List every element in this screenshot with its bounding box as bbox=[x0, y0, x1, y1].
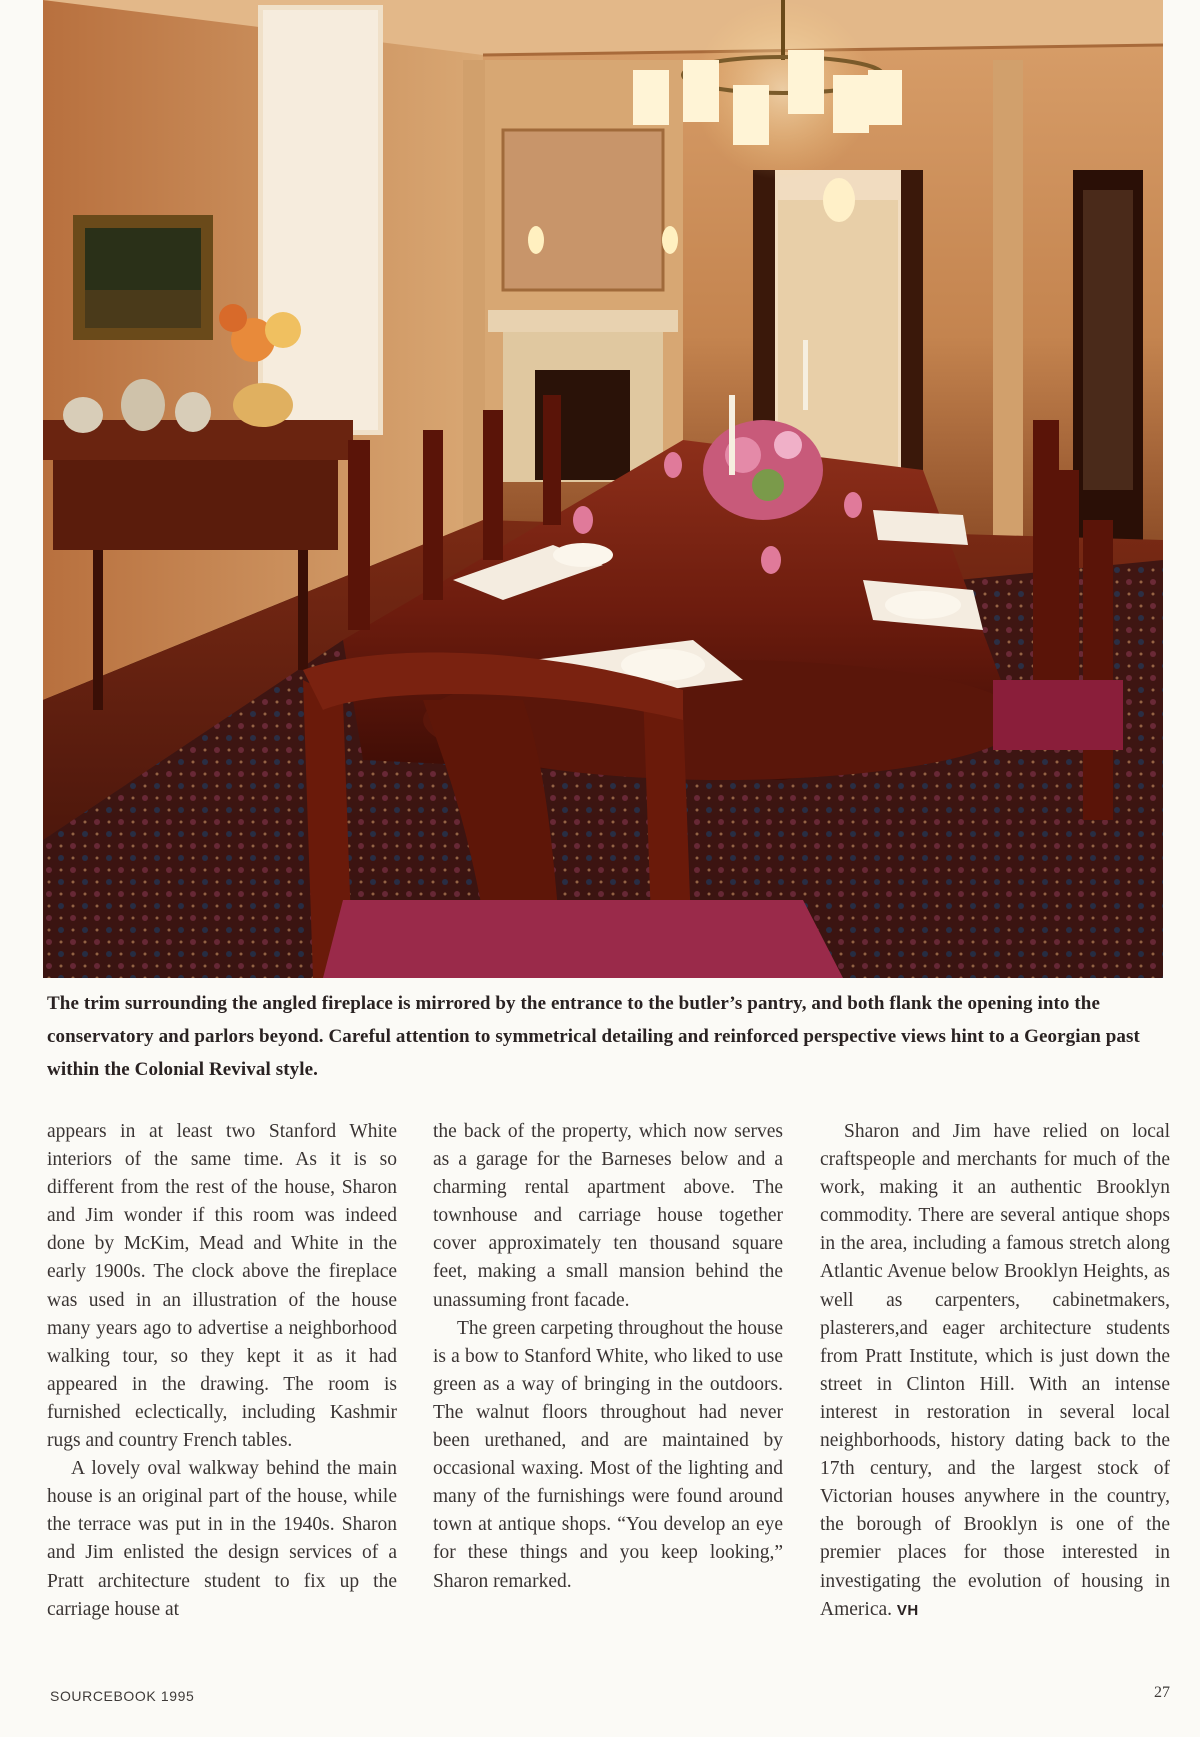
paragraph: the back of the property, which now serves as a garage for the Barneses below and a charming rental apartment above. The townhouse and carriage house together cover approximately ten thousand square feet, making a small mansion behind the unassuming front facade. bbox=[433, 1121, 783, 1311]
paragraph: appears in at least two Stanford White interiors of the same time. As it is so different from the rest of the house, Sharon and Jim wonder if this room was indeed done by McKim, Mead and White in the early 1900s. The clock above the fireplace was used in an illustration of the house many years ago to advertise a neighborhood walking tour, so they kept it as it had appeared in the drawing. The room is furnished eclectically, including Kashmir rugs and country French tables. bbox=[47, 1121, 397, 1452]
article-column-2 bbox=[433, 1118, 783, 1596]
publication-footer: SOURCEBOOK 1995 bbox=[50, 1688, 195, 1704]
dining-room-illustration bbox=[43, 0, 1163, 978]
paragraph-text: Sharon and Jim have relied on local craftspeople and merchants for much of the work, making it an authentic Brooklyn commodity. There are several antique shops in the area, including a famous stretch along Atlantic Avenue below Brooklyn Heights, as well as carpenters, cabinetmakers, plasterers,and eager architecture students from Pratt Institute, which is just down the street in Clinton Hill. With an intense interest in restoration in several local neighborhoods, history dating back to the 17th century, and the largest stock of Victorian houses anywhere in the country, the borough of Brooklyn is one of the premier places for those interested in investigating the evolution of housing in America. bbox=[820, 1121, 1170, 1620]
article-column-1 bbox=[47, 1118, 397, 1624]
paragraph: A lovely oval walkway behind the main house is an original part of the house, while the terrace was put in in the 1940s. Sharon and Jim enlisted the design services of a Pratt architecture student to fix up the carriage house at bbox=[47, 1458, 397, 1620]
paragraph: The green carpeting throughout the house is a bow to Stanford White, who liked to use green as a way of bringing in the outdoors. The walnut floors throughout had never been urethaned, and are maintained by occasional waxing. Most of the lighting and many of the furnishings were found around town at antique shops. “You develop an eye for these things and you keep looking,” Sharon remarked. bbox=[433, 1317, 783, 1592]
dining-room-photo bbox=[43, 0, 1163, 978]
page-number: 27 bbox=[1154, 1684, 1170, 1701]
article-column-3 bbox=[820, 1118, 1170, 1625]
photo-caption: The trim surrounding the angled fireplace is mirrored by the entrance to the butler’s pantry, and both flank the opening into the conservatory and parlors beyond. Careful attention to symmetrical detailing and reinforced perspective views hint to a Georgian past within the Colonial Revival style. bbox=[47, 993, 1140, 1080]
paragraph bbox=[820, 1118, 1170, 1625]
article-body bbox=[47, 1118, 1171, 1678]
author-signoff: VH bbox=[896, 1601, 919, 1619]
